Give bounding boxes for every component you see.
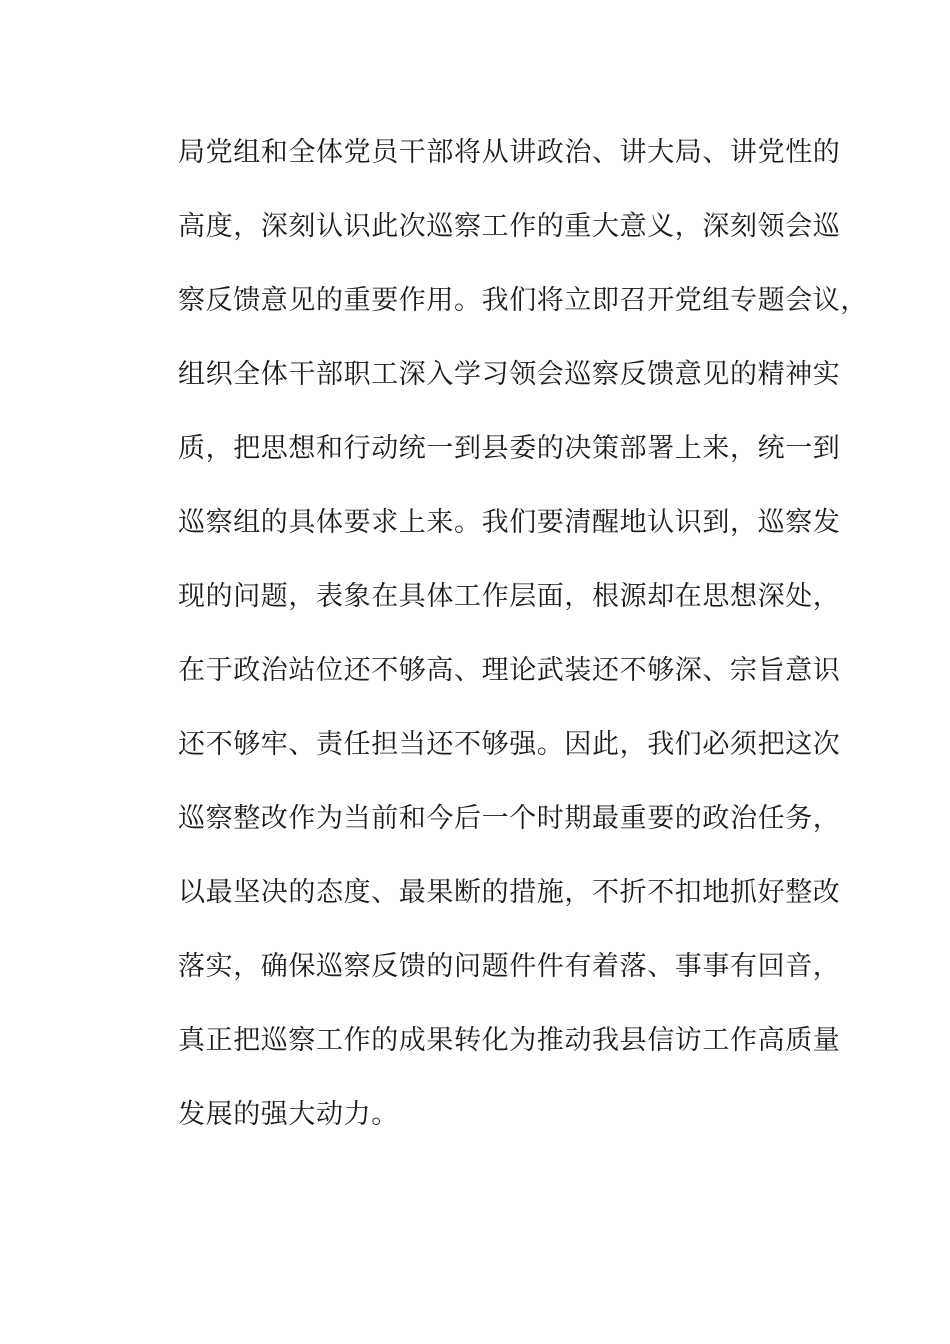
paragraph-line: 以最坚决的态度、最果断的措施，不折不扣地抓好整改: [178, 877, 841, 908]
paragraph-line: 察反馈意见的重要作用。我们将立即召开党组专题会议，: [178, 285, 868, 316]
paragraph-line: 现的问题，表象在具体工作层面，根源却在思想深处，: [178, 581, 841, 612]
paragraph-line: 组织全体干部职工深入学习领会巡察反馈意见的精神实: [178, 359, 841, 390]
paragraph-line: 在于政治站位还不够高、理论武装还不够深、宗旨意识: [178, 655, 841, 686]
paragraph-line: 巡察整改作为当前和今后一个时期最重要的政治任务，: [178, 803, 841, 834]
paragraph-line: 发展的强大动力。: [178, 1099, 399, 1130]
paragraph-line: 巡察组的具体要求上来。我们要清醒地认识到，巡察发: [178, 507, 841, 538]
paragraph-line: 高度，深刻认识此次巡察工作的重大意义，深刻领会巡: [178, 211, 841, 242]
paragraph-line: 质，把思想和行动统一到县委的决策部署上来，统一到: [178, 433, 841, 464]
paragraph-line: 落实，确保巡察反馈的问题件件有着落、事事有回音，: [178, 951, 841, 982]
paragraph-line: 真正把巡察工作的成果转化为推动我县信访工作高质量: [178, 1025, 841, 1056]
paragraph-line: 局党组和全体党员干部将从讲政治、讲大局、讲党性的: [178, 137, 841, 168]
paragraph-line: 还不够牢、责任担当还不够强。因此，我们必须把这次: [178, 729, 841, 760]
